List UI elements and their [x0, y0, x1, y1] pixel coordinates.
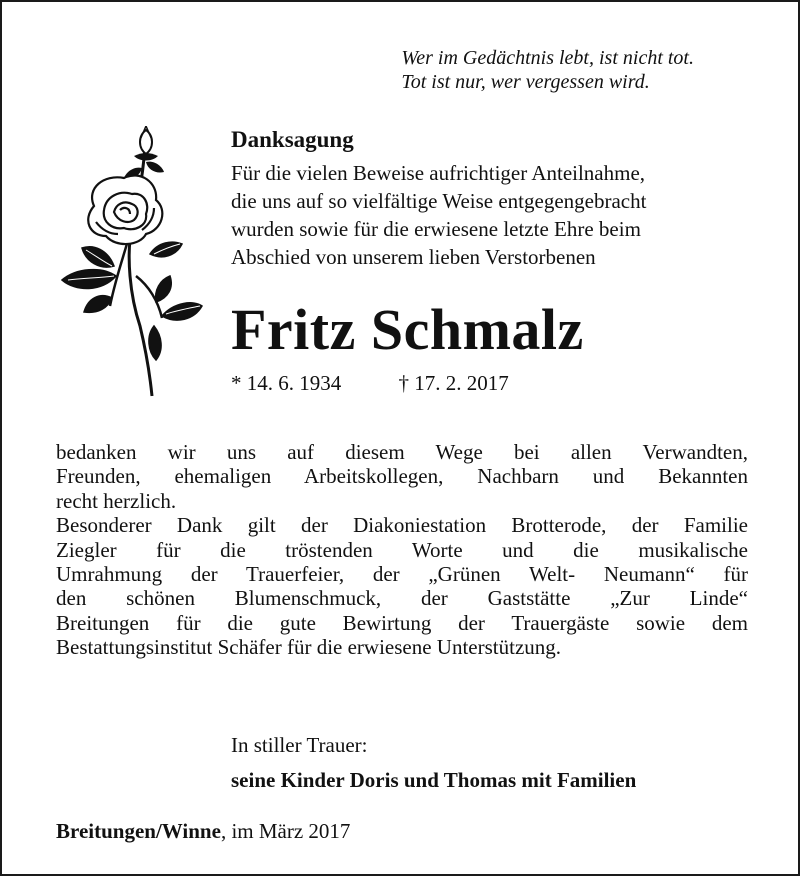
intro-line: wurden sowie für die erwiesene letzte Ehre beim — [231, 217, 641, 241]
body-line: den schönen Blumenschmuck, der Gaststätte „Zur Linde“ — [56, 586, 748, 611]
place-name: Breitungen/Winne — [56, 819, 221, 843]
body-line: Breitungen für die gute Bewirtung der Trauergäste sowie dem — [56, 610, 748, 635]
birth-date: * 14. 6. 1934 — [231, 371, 342, 395]
body-line: Ziegler für die tröstenden Worte und die musikalische — [56, 537, 748, 562]
intro-line: die uns auf so vielfältige Weise entgegengebracht — [231, 189, 647, 213]
motto-line-2: Tot ist nur, wer vergessen wird. — [401, 71, 650, 93]
mourners-names: seine Kinder Doris und Thomas mit Familien — [231, 768, 637, 792]
body-line: Umrahmung der Trauerfeier, der „Grünen Welt- Neumann“ für — [56, 562, 748, 587]
heading-danksagung: Danksagung — [231, 127, 354, 152]
thanks-header — [231, 125, 751, 271]
place-date — [56, 817, 350, 845]
mourning-label: In stiller Trauer: — [231, 733, 368, 757]
death-date: † 17. 2. 2017 — [398, 371, 509, 395]
life-dates — [231, 369, 509, 397]
body-line: bedanken wir uns auf diesem Wege bei allen Verwandten, — [56, 440, 748, 464]
deceased-name: Fritz Schmalz — [231, 297, 584, 362]
thanks-body — [56, 440, 748, 660]
body-line: recht herzlich. — [56, 488, 177, 513]
notice-date: , im März 2017 — [220, 819, 351, 843]
motto-line-1: Wer im Gedächtnis lebt, ist nicht tot. — [401, 47, 694, 69]
intro-line: Abschied von unserem lieben Verstorbenen — [231, 245, 596, 269]
motto-quote — [401, 46, 694, 94]
rose-icon — [54, 126, 204, 398]
intro-line: Für die vielen Beweise aufrichtiger Anteilnahme, — [231, 161, 646, 185]
body-line: Besonderer Dank gilt der Diakoniestation Brotterode, der Familie — [56, 513, 748, 538]
intro-paragraph — [231, 159, 751, 271]
body-line: Bestattungsinstitut Schäfer für die erwiesene Unterstützung. — [56, 635, 562, 660]
body-line: Freunden, ehemaligen Arbeitskollegen, Nachbarn und Bekannten — [56, 464, 748, 489]
